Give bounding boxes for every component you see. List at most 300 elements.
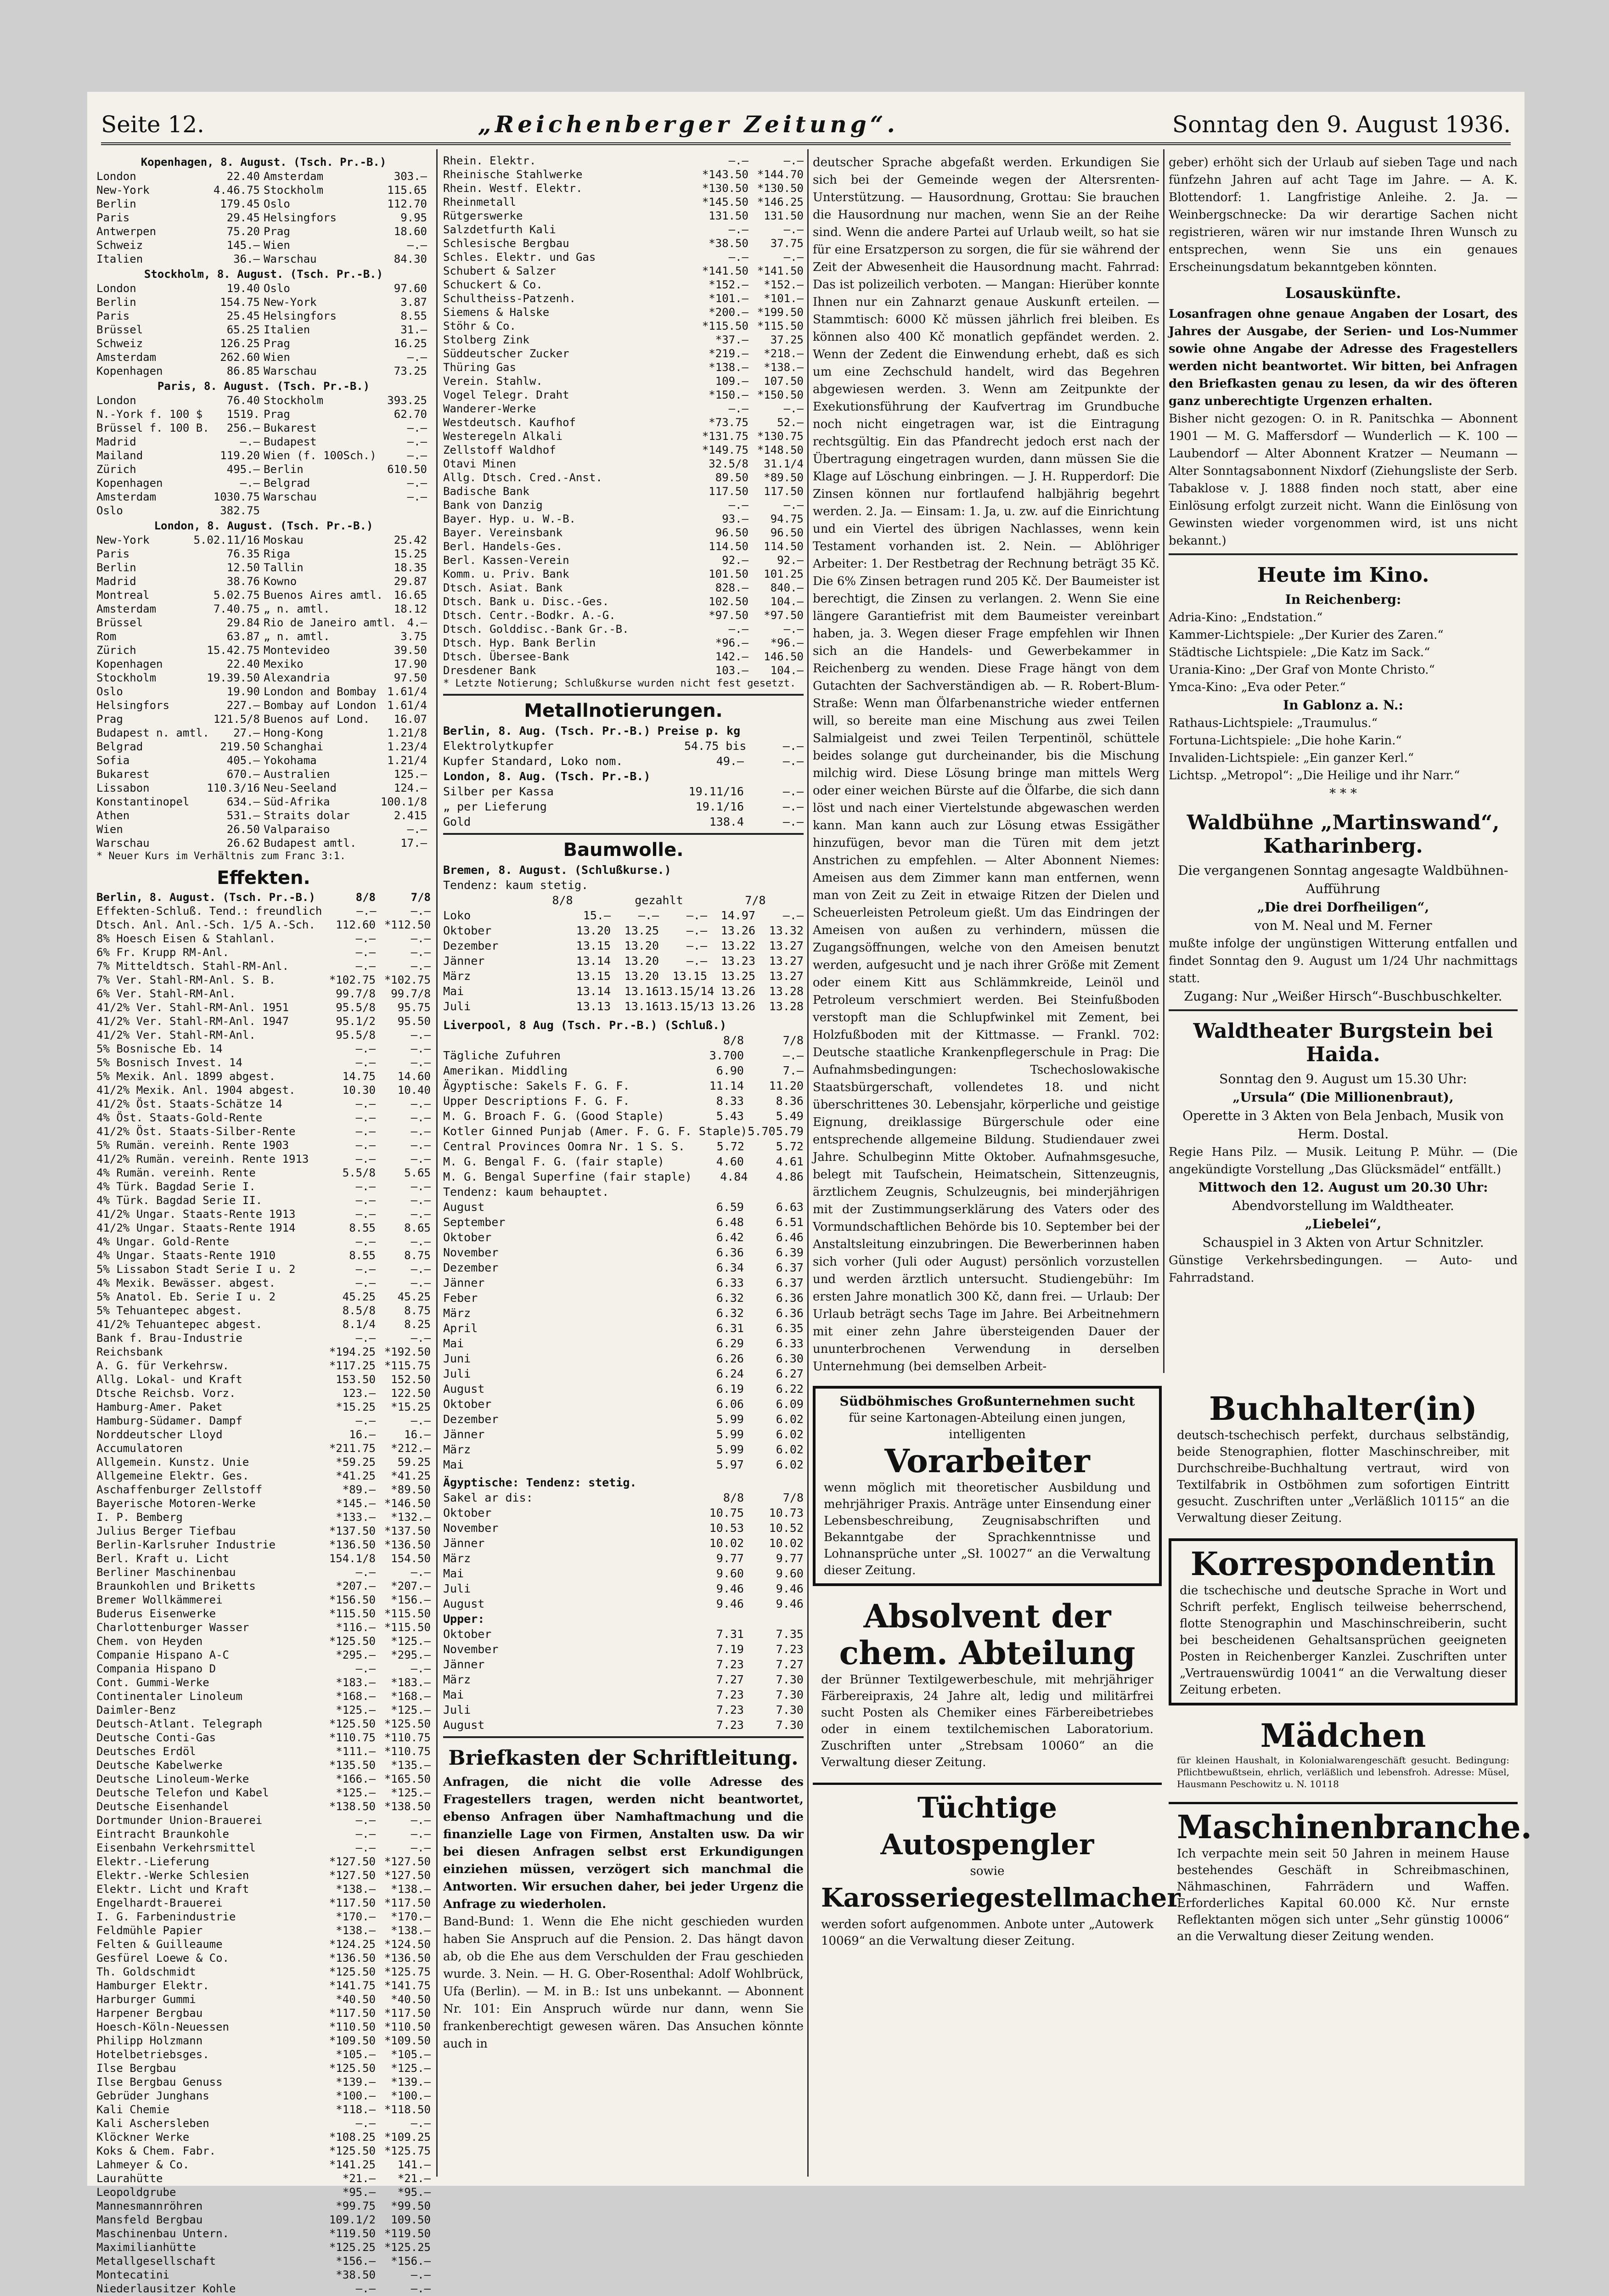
quote-row — [96, 197, 431, 211]
quote-row — [96, 630, 431, 643]
row-value: *100.— — [336, 2089, 376, 2102]
row-label: Bayerische Motoren-Werke — [96, 1497, 256, 1510]
ad-title: Absolvent der chem. Abteilung — [839, 1597, 1136, 1672]
ads-column-left — [813, 1382, 1181, 2183]
quote-cell — [264, 616, 431, 630]
rate-value: 16.25 — [394, 337, 427, 350]
row-value: *200.— — [709, 306, 748, 319]
rate-value: 5.02.75 — [213, 589, 260, 602]
rate-value: —.— — [407, 422, 427, 434]
place-name: Rom — [96, 630, 117, 643]
row-value: *156.50 — [329, 1593, 376, 1606]
table-row — [96, 1428, 431, 1441]
table-row — [443, 1702, 804, 1717]
quote-row — [96, 295, 431, 309]
row-value: 10.02 — [709, 1536, 744, 1550]
quote-cell — [96, 350, 264, 364]
row-value: 123.— — [342, 1387, 376, 1400]
quote-row — [96, 671, 431, 685]
row-label: 4% Türk. Bagdad Serie I. — [96, 1180, 256, 1193]
place-name: Warschau — [264, 365, 317, 377]
row-label: Mansfeld Bergbau — [96, 2213, 203, 2226]
row-value: 109.— — [715, 375, 748, 388]
row-label: Dortmunder Union-Brauerei — [96, 1814, 263, 1827]
egypt-head: Ägyptische: Tendenz: stetig. — [443, 1476, 637, 1489]
row-label: Chem. von Heyden — [96, 1635, 203, 1648]
rate-value: 76.35 — [226, 547, 260, 560]
rate-value: 145.— — [226, 239, 260, 252]
row-value: —.— — [411, 1841, 431, 1854]
row-label: Bayer. Hyp. u. W.-B. — [443, 512, 576, 525]
table-row — [96, 932, 431, 945]
place-name: Hong-Kong — [264, 726, 324, 739]
rate-value: 115.65 — [387, 184, 427, 197]
table-row — [96, 1414, 431, 1428]
quote-cell — [96, 337, 264, 350]
row-value: 6.22 — [776, 1382, 804, 1396]
row-label: Deutsche Telefon und Kabel — [96, 1786, 269, 1799]
burgstein-date: Sonntag den 9. August um 15.30 Uhr: — [1219, 1071, 1467, 1086]
quote-cell — [264, 726, 431, 740]
row-label: I. P. Bemberg — [96, 1511, 183, 1524]
table-row — [443, 754, 804, 769]
row-label: Laurahütte — [96, 2172, 163, 2185]
row-value: —.— — [686, 909, 707, 922]
stockholm-head: Stockholm, 8. August. (Tsch. Pr.-B.) — [144, 268, 383, 281]
row-value: —.— — [728, 154, 748, 167]
row-value: *124.50 — [384, 1938, 431, 1951]
row-value: *194.25 — [329, 1345, 376, 1358]
row-value: 4.60 — [716, 1155, 744, 1168]
quote-cell — [96, 767, 264, 781]
row-value: 8.55 — [349, 1249, 376, 1262]
quote-row — [96, 337, 431, 350]
table-row — [96, 2048, 431, 2061]
rate-value: 8.55 — [400, 310, 427, 322]
table-row — [443, 1642, 804, 1657]
row-value: 94.75 — [770, 512, 804, 525]
row-value: —.— — [411, 1662, 431, 1675]
row-label: 41/2% Öst. Staats-Silber-Rente — [96, 1125, 296, 1138]
row-value: *119.50 — [329, 2227, 376, 2240]
quote-cell — [264, 183, 431, 197]
rate-value: 76.40 — [226, 394, 260, 407]
quote-cell — [264, 630, 431, 643]
row-label: Hamburg-Amer. Paket — [96, 1401, 223, 1413]
rate-value: 15.42.75 — [207, 644, 260, 657]
row-label: Juli — [443, 1367, 471, 1380]
row-value: 5.97 — [716, 1458, 744, 1471]
row-label: M. G. Bengal F. G. (fair staple) — [443, 1155, 664, 1168]
row-value: 6.33 — [776, 1337, 804, 1350]
quote-cell — [96, 533, 264, 547]
table-row — [96, 1290, 431, 1304]
place-name: New-York — [96, 184, 150, 197]
row-value: *156.— — [391, 2255, 431, 2268]
row-value: 6.33 — [716, 1276, 744, 1289]
row-value: 4.84 — [720, 1170, 748, 1183]
table-row — [443, 1442, 804, 1457]
quote-cell — [264, 337, 431, 350]
table-row — [96, 1745, 431, 1758]
row-value: —.— — [411, 1111, 431, 1124]
row-label: Companie Hispano A-C — [96, 1649, 229, 1661]
row-value: *166.— — [336, 1773, 376, 1785]
row-label: Dresdener Bank — [443, 664, 536, 677]
row-value: 114.50 — [709, 540, 748, 553]
row-value: 10.52 — [769, 1521, 804, 1535]
quote-cell — [264, 225, 431, 238]
rate-value: 100.1/8 — [380, 795, 427, 808]
row-value: 95.5/8 — [336, 1029, 376, 1041]
row-value: *156.— — [336, 2255, 376, 2268]
row-label: Harpener Bergbau — [96, 2007, 203, 2020]
row-value: 95.75 — [397, 1001, 431, 1014]
row-value: 7.27 — [716, 1673, 744, 1686]
row-value: 92.— — [777, 554, 804, 567]
row-value: *125.50 — [329, 2062, 376, 2075]
row-value: 89.50 — [715, 471, 748, 484]
row-value: *124.25 — [329, 1938, 376, 1951]
liverpool-table — [443, 1048, 804, 1184]
rate-value: 38.76 — [226, 575, 260, 588]
quote-row — [96, 490, 431, 504]
row-value: 11.20 — [769, 1079, 804, 1092]
row-label: Deutsche Linoleum-Werke — [96, 1773, 249, 1785]
row-value: *117.25 — [329, 1359, 376, 1372]
ad-title: Tüchtige Autospengler — [880, 1791, 1094, 1861]
row-label: Compania Hispano D — [96, 1662, 216, 1675]
row-value: *156.— — [391, 1593, 431, 1606]
row-value: *135.50 — [329, 1759, 376, 1772]
row-value: 95.5/8 — [336, 1001, 376, 1014]
row-label: 5% Bosnische Eb. 14 — [96, 1042, 223, 1055]
place-name: Paris — [96, 547, 130, 560]
table-row — [96, 1386, 431, 1400]
row-value: *125.75 — [384, 1965, 431, 1978]
row-label: Thüring Gas — [443, 361, 516, 374]
rate-value: —.— — [240, 477, 260, 490]
row-value: 142.— — [715, 650, 748, 663]
row-value: —.— — [728, 623, 748, 636]
row-value: *130.50 — [702, 182, 748, 195]
table-row — [96, 918, 431, 932]
row-label: 4% Ungar. Staats-Rente 1910 — [96, 1249, 276, 1262]
table-row — [443, 1687, 804, 1702]
row-value: —.— — [728, 402, 748, 415]
table-row — [96, 1152, 431, 1166]
row-value: —.— — [782, 815, 804, 828]
rate-value: 495.— — [226, 463, 260, 476]
row-value: *131.75 — [702, 430, 748, 443]
table-row — [443, 1505, 804, 1520]
place-name: Amsterdam — [96, 490, 157, 503]
table-row — [96, 1552, 431, 1565]
rate-value: 29.45 — [226, 211, 260, 224]
place-name: Wien (f. 100Sch.) — [264, 449, 377, 462]
row-value: 19.1/16 — [695, 800, 744, 813]
lottery-intro: Losanfragen ohne genaue Angaben der Losart, des Jahres der Ausgabe, der Serien- und Los-Nummer sowie ohne Angabe der Adresse des Fragestellers werden nicht beantwortet. Wir bitten, bei Anfragen den Briefkasten genau zu lesen, da wir des öfteren ganz unberechtigte Urgenzen erhalten. — [1169, 307, 1518, 408]
row-value: *125.— — [391, 2062, 431, 2075]
row-value: 5.43 — [716, 1109, 744, 1123]
quote-cell — [96, 836, 264, 850]
quote-cell — [96, 809, 264, 822]
row-value: 6.35 — [776, 1322, 804, 1335]
row-label: Jänner — [443, 1536, 485, 1550]
table-row — [96, 1083, 431, 1097]
row-value: *38.50 — [336, 2268, 376, 2281]
row-label: Ilse Bergbau — [96, 2062, 176, 2075]
column-rule — [1163, 149, 1165, 1373]
rate-value: 1030.75 — [213, 490, 260, 503]
row-label: Maschinenbau Untern. — [96, 2227, 229, 2240]
quote-row — [96, 394, 431, 407]
row-value: —.— — [355, 946, 376, 959]
table-row — [443, 1048, 804, 1063]
row-value: —.— — [356, 905, 377, 917]
place-name: Budapest amtl. — [264, 837, 357, 850]
table-row — [96, 1979, 431, 1992]
table-row — [96, 945, 431, 959]
upper-table — [443, 1626, 804, 1733]
table-row — [443, 1199, 804, 1215]
table-row — [443, 319, 804, 333]
place-name: Prag — [96, 713, 123, 726]
row-value: *89.50 — [764, 471, 804, 484]
row-value: *115.75 — [384, 1359, 431, 1372]
place-name: Berlin — [96, 296, 136, 309]
row-label: 41/2% Tehuantepec abgest. — [96, 1318, 263, 1331]
table-row — [96, 2034, 431, 2048]
burgstein-date2: Mittwoch den 12. August um 20.30 Uhr: — [1198, 1180, 1488, 1195]
row-label: Deutsches Erdöl — [96, 1745, 196, 1758]
table-row — [96, 2199, 431, 2213]
rate-value: 670.— — [226, 768, 260, 781]
row-value: *211.75 — [329, 1442, 376, 1455]
row-value: 5.5/8 — [342, 1166, 376, 1179]
futures-table — [443, 1199, 804, 1472]
table-row — [96, 1868, 431, 1882]
row-label: Rheinmetall — [443, 196, 516, 208]
waldbuehne-head: Waldbühne „Martinswand“, Katharinberg. — [1187, 811, 1500, 858]
place-name: Warschau — [264, 490, 317, 503]
quote-row — [96, 712, 431, 726]
row-value: —.— — [782, 754, 804, 768]
quote-cell — [264, 407, 431, 421]
bremen-tendenz: Tendenz: kaum stetig. — [443, 878, 589, 892]
place-name: Berlin — [96, 561, 136, 574]
row-label: November — [443, 1643, 499, 1656]
place-name: Brüssel — [96, 616, 143, 629]
row-value: 3.700 — [709, 1049, 744, 1062]
quote-cell — [96, 309, 264, 323]
letterbox-end: geber) erhöht sich der Urlaub auf sieben Tage und nach fünfzehn Jahren auf acht Tage im Jahre. — A. K. Blottendorf: 1. Langfristige Anleihe. 2. Ja. — Weinbergschnecke: Da wir derartige Sachen nicht registrieren, wären wir nur imstande Ihren Wunsch zu entsprechen, wenn Sie uns ein genaues Erscheinungsdatum bekanntgeben könnten. — [1169, 156, 1518, 274]
row-value: 5.72 — [716, 1140, 744, 1153]
quote-cell — [96, 449, 264, 462]
row-value: *73.75 — [709, 416, 748, 429]
row-value: —.— — [411, 932, 431, 945]
row-value: *100.— — [391, 2089, 431, 2102]
table-row — [96, 1924, 431, 1937]
column-rule — [436, 149, 438, 2177]
row-value: 9.60 — [776, 1567, 804, 1580]
quote-row — [96, 421, 431, 435]
table-row — [96, 1455, 431, 1469]
row-value: *130.75 — [757, 430, 804, 443]
table-row — [96, 1400, 431, 1414]
quote-cell — [96, 323, 264, 337]
row-value: 141.— — [397, 2158, 431, 2171]
rate-value: 62.70 — [394, 408, 427, 421]
row-label: Gesfürel Loewe & Co. — [96, 1952, 229, 1964]
quote-cell — [264, 364, 431, 378]
cinema-sub: In Reichenberg: — [1285, 592, 1401, 607]
row-value: 109.1/2 — [329, 2213, 376, 2226]
row-value: *138.— — [764, 361, 804, 374]
row-value: 92.— — [722, 554, 748, 567]
row-label: Otavi Minen — [443, 457, 516, 470]
row-value: *133.— — [336, 1511, 376, 1524]
rate-value: 9.95 — [400, 211, 427, 224]
row-value: *112.50 — [384, 918, 431, 931]
row-value: *21.— — [342, 2172, 376, 2185]
table-row — [96, 1813, 431, 1827]
row-value: *218.— — [764, 347, 804, 360]
table-row — [96, 1689, 431, 1703]
row-value: *152.— — [709, 278, 748, 291]
table-row — [96, 1703, 431, 1717]
place-name: Wien — [264, 239, 290, 252]
ad-sowie: sowie — [970, 1864, 1005, 1878]
table-row — [443, 402, 804, 416]
row-value: —.— — [355, 1662, 376, 1675]
rate-value: —.— — [407, 477, 427, 490]
row-value: 6.27 — [776, 1367, 804, 1380]
row-label: Tägliche Zufuhren — [443, 1049, 561, 1062]
ad-title2: Karosseriegestellmacher — [821, 1883, 1181, 1913]
row-value: 7.— — [782, 1064, 804, 1077]
quote-cell — [264, 169, 431, 183]
table-row — [443, 1581, 804, 1596]
table-row — [443, 636, 804, 650]
row-value: 13.15/13 — [659, 1000, 714, 1013]
row-value: 6.31 — [716, 1322, 744, 1335]
rate-value: 73.25 — [394, 365, 427, 377]
rate-value: 25.45 — [226, 310, 260, 322]
london-note: * Neuer Kurs im Verhältnis zum Franc 3:1. — [96, 850, 346, 862]
row-label: Feldmühle Papier — [96, 1924, 203, 1937]
rate-value: 18.60 — [394, 225, 427, 238]
row-value: 6.19 — [716, 1382, 744, 1396]
row-value: 13.26 — [720, 1000, 755, 1013]
row-value: *170.— — [336, 1910, 376, 1923]
row-value: 13.13 — [576, 1000, 611, 1013]
place-name: Oslo — [96, 685, 123, 698]
table-row — [443, 1230, 804, 1245]
row-value: 37.25 — [770, 333, 804, 346]
row-value: *207.— — [391, 1580, 431, 1593]
row-value: 6.24 — [716, 1367, 744, 1380]
table-row — [443, 250, 804, 264]
rate-value: 19.90 — [226, 685, 260, 698]
row-value: —.— — [686, 924, 707, 937]
row-label: 5% Bosnisch Invest. 14 — [96, 1056, 242, 1069]
row-value: —.— — [411, 1042, 431, 1055]
place-name: „ n. amtl. — [264, 602, 330, 615]
row-value: 102.50 — [709, 595, 748, 608]
rate-value: 1.21/8 — [387, 726, 427, 739]
row-value: 13.16 — [624, 985, 659, 998]
place-name: Montreal — [96, 589, 150, 602]
cinema-entry: Lichtsp. „Metropol“: „Die Heilige und ihr Narr.“ — [1169, 769, 1460, 782]
quote-cell — [264, 685, 431, 698]
table-row — [443, 1427, 804, 1442]
row-label: Juli — [443, 1582, 471, 1595]
place-name: Belgrad — [264, 477, 310, 490]
rate-value: 19.40 — [226, 282, 260, 295]
row-value: —.— — [411, 1414, 431, 1427]
row-value: —.— — [355, 1111, 376, 1124]
quote-row — [96, 364, 431, 378]
quote-cell — [96, 476, 264, 490]
row-label: Harburger Gummi — [96, 1993, 196, 2006]
place-name: Konstantinopel — [96, 795, 190, 808]
row-value: —.— — [411, 1194, 431, 1207]
place-name: Straits dolar — [264, 809, 350, 822]
row-value: 14.60 — [397, 1070, 431, 1083]
table-row — [96, 1607, 431, 1621]
table-row — [443, 360, 804, 374]
table-row — [443, 784, 804, 799]
quote-cell — [264, 238, 431, 252]
row-value: —.— — [355, 1277, 376, 1289]
rate-value: 3.75 — [400, 630, 427, 643]
letterbox-continued-column — [813, 154, 1159, 1378]
waldbuehne-title: „Die drei Dorfheiligen“, — [1257, 900, 1429, 915]
quote-cell — [264, 602, 431, 616]
quote-cell — [264, 211, 431, 225]
place-name: Prag — [264, 225, 290, 238]
row-value: *132.— — [391, 1511, 431, 1524]
row-value: 8.36 — [776, 1094, 804, 1108]
letterbox-intro: Anfragen, die nicht die volle Adresse des Fragestellers tragen, werden nicht beantwortet, ebenso Anfragen über Namhaftmachung und die finanzielle Lage von Firmen, Anstalten usw. Da wir bei diesen Anfragen selbst erst Erkundigungen einziehen müssen, verzögert sich manchmal die Antworten. Wir ersuchen daher, bei jeder Urgenz die Anfrage zu wiederholen. — [443, 1775, 804, 1911]
row-label: Jänner — [443, 1276, 485, 1289]
place-name: Süd-Afrika — [264, 795, 330, 808]
row-value: *137.50 — [384, 1525, 431, 1537]
quote-cell — [96, 685, 264, 698]
table-row — [443, 1536, 804, 1551]
row-label: 8% Hoesch Eisen & Stahlanl. — [96, 932, 276, 945]
table-row — [443, 738, 804, 754]
row-value: *118.— — [336, 2103, 376, 2116]
table-row — [443, 1169, 804, 1184]
row-value: *141.50 — [757, 264, 804, 277]
row-value: 9.77 — [716, 1552, 744, 1565]
row-value: *212.— — [391, 1442, 431, 1455]
table-row — [443, 1717, 804, 1733]
row-value: 13.20 — [624, 969, 659, 983]
row-label: Allg. Dtsch. Cred.-Anst. — [443, 471, 602, 484]
table-row — [96, 1882, 431, 1896]
table-row — [96, 1965, 431, 1979]
place-name: Brüssel — [96, 323, 143, 336]
exchange-column — [96, 154, 431, 2295]
table-row — [96, 1138, 431, 1152]
place-name: London — [96, 282, 136, 295]
quote-row — [96, 616, 431, 630]
row-value: 96.50 — [770, 526, 804, 539]
row-value: —.— — [411, 2268, 431, 2281]
